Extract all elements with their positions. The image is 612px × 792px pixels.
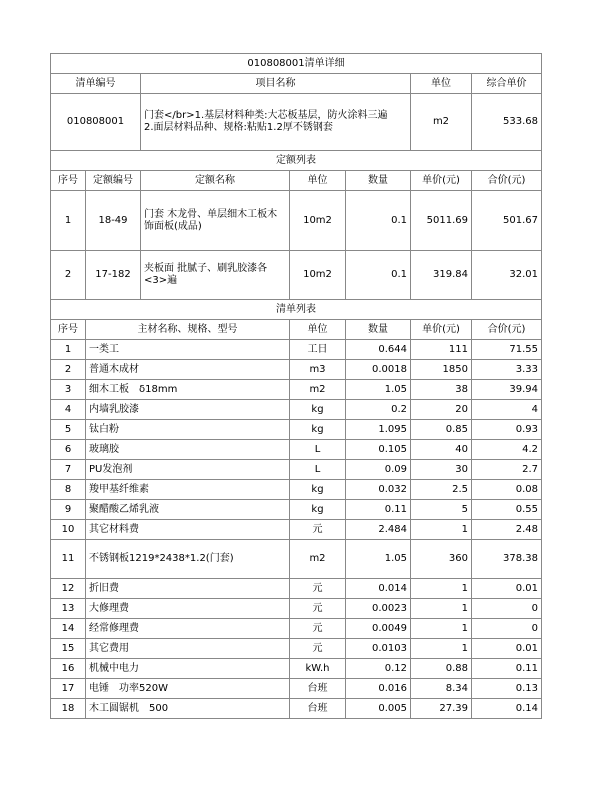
quota-seq: 2 (51, 251, 86, 300)
material-seq: 4 (51, 400, 86, 420)
material-name: 木工圆锯机 500 (86, 699, 290, 719)
material-total: 0.55 (472, 500, 542, 520)
list-item-row (51, 94, 542, 151)
material-header-qty: 数量 (346, 320, 411, 340)
material-unit: kg (290, 400, 346, 420)
material-row (51, 420, 542, 440)
quota-code: 18-49 (86, 191, 141, 251)
list-item-unit: m2 (411, 94, 472, 151)
material-row (51, 699, 542, 719)
material-qty: 2.484 (346, 520, 411, 540)
material-name: 大修理费 (86, 599, 290, 619)
quota-unit: 10m2 (290, 251, 346, 300)
material-seq: 8 (51, 480, 86, 500)
material-total: 378.38 (472, 540, 542, 579)
material-total: 0.93 (472, 420, 542, 440)
material-qty: 1.095 (346, 420, 411, 440)
material-header-total: 合价(元) (472, 320, 542, 340)
material-qty: 0.0049 (346, 619, 411, 639)
material-qty: 0.11 (346, 500, 411, 520)
material-unit: 元 (290, 579, 346, 599)
material-name: 一类工 (86, 340, 290, 360)
material-name: 内墙乳胶漆 (86, 400, 290, 420)
material-unit-price: 1 (411, 520, 472, 540)
material-qty: 0.09 (346, 460, 411, 480)
material-seq: 11 (51, 540, 86, 579)
list-item-code: 010808001 (51, 94, 141, 151)
material-row (51, 679, 542, 699)
material-unit-price: 111 (411, 340, 472, 360)
material-total: 2.48 (472, 520, 542, 540)
material-unit: 工日 (290, 340, 346, 360)
quota-total: 501.67 (472, 191, 542, 251)
material-unit: kW.h (290, 659, 346, 679)
material-unit-price: 30 (411, 460, 472, 480)
quota-header-code: 定额编号 (86, 171, 141, 191)
material-total: 0.01 (472, 639, 542, 659)
material-row (51, 380, 542, 400)
material-qty: 0.032 (346, 480, 411, 500)
material-row (51, 540, 542, 579)
quota-code: 17-182 (86, 251, 141, 300)
header-price: 综合单价 (472, 74, 542, 94)
material-row (51, 520, 542, 540)
material-row (51, 599, 542, 619)
material-name: 普通木成材 (86, 360, 290, 380)
material-unit-price: 27.39 (411, 699, 472, 719)
material-table-body (51, 340, 542, 719)
material-unit: kg (290, 480, 346, 500)
material-unit-price: 0.85 (411, 420, 472, 440)
material-total: 3.33 (472, 360, 542, 380)
material-total: 71.55 (472, 340, 542, 360)
list-item-price: 533.68 (472, 94, 542, 151)
material-seq: 16 (51, 659, 86, 679)
material-unit-price: 8.34 (411, 679, 472, 699)
material-qty: 0.105 (346, 440, 411, 460)
material-row (51, 480, 542, 500)
header-list-code: 清单编号 (51, 74, 141, 94)
material-name: 玻璃胶 (86, 440, 290, 460)
material-seq: 9 (51, 500, 86, 520)
material-total: 0.01 (472, 579, 542, 599)
material-name: 其它材料费 (86, 520, 290, 540)
quota-unit-price: 319.84 (411, 251, 472, 300)
material-unit-price: 1850 (411, 360, 472, 380)
material-total: 0 (472, 619, 542, 639)
material-unit-price: 1 (411, 619, 472, 639)
material-seq: 17 (51, 679, 86, 699)
material-name: 钛白粉 (86, 420, 290, 440)
material-seq: 18 (51, 699, 86, 719)
material-total: 4 (472, 400, 542, 420)
material-header-row (51, 320, 542, 340)
list-item-name (141, 94, 411, 151)
sheet-title: 010808001清单详细 (51, 54, 542, 74)
material-row (51, 340, 542, 360)
material-unit-price: 0.88 (411, 659, 472, 679)
material-unit-price: 2.5 (411, 480, 472, 500)
quota-unit: 10m2 (290, 191, 346, 251)
material-qty: 0.005 (346, 699, 411, 719)
material-row (51, 360, 542, 380)
list-header-row (51, 74, 542, 94)
material-name: 机械中电力 (86, 659, 290, 679)
quota-header-qty: 数量 (346, 171, 411, 191)
material-unit: m2 (290, 380, 346, 400)
material-unit: m3 (290, 360, 346, 380)
title-row (51, 54, 542, 74)
quota-header-seq: 序号 (51, 171, 86, 191)
material-total: 4.2 (472, 440, 542, 460)
material-total: 0.11 (472, 659, 542, 679)
material-unit: L (290, 460, 346, 480)
quota-total: 32.01 (472, 251, 542, 300)
material-qty: 0.12 (346, 659, 411, 679)
material-name: 经常修理费 (86, 619, 290, 639)
material-row (51, 659, 542, 679)
quota-qty: 0.1 (346, 251, 411, 300)
material-row (51, 579, 542, 599)
material-unit-price: 40 (411, 440, 472, 460)
quota-name: 夹板面 批腻子、刷乳胶漆各<3>遍 (141, 251, 290, 300)
material-unit-price: 360 (411, 540, 472, 579)
material-section-title: 清单列表 (51, 300, 542, 320)
material-seq: 6 (51, 440, 86, 460)
material-qty: 0.016 (346, 679, 411, 699)
material-row (51, 619, 542, 639)
material-seq: 3 (51, 380, 86, 400)
material-unit: 台班 (290, 679, 346, 699)
material-qty: 0.0018 (346, 360, 411, 380)
material-qty: 0.0023 (346, 599, 411, 619)
material-row (51, 460, 542, 480)
material-name: 其它费用 (86, 639, 290, 659)
material-unit-price: 1 (411, 639, 472, 659)
material-name: 聚醋酸乙烯乳液 (86, 500, 290, 520)
quota-unit-price: 5011.69 (411, 191, 472, 251)
material-unit: kg (290, 420, 346, 440)
list-item-name-line1: 门套</br>1.基层材料种类:大芯板基层，防火涂料三遍 (144, 110, 388, 121)
material-total: 0.13 (472, 679, 542, 699)
material-header-name: 主材名称、规格、型号 (86, 320, 290, 340)
material-qty: 0.014 (346, 579, 411, 599)
material-seq: 13 (51, 599, 86, 619)
material-seq: 5 (51, 420, 86, 440)
header-item-name: 项目名称 (141, 74, 411, 94)
material-unit: L (290, 440, 346, 460)
material-total: 0.14 (472, 699, 542, 719)
material-seq: 7 (51, 460, 86, 480)
material-qty: 1.05 (346, 540, 411, 579)
quota-header-unit: 单位 (290, 171, 346, 191)
material-qty: 0.0103 (346, 639, 411, 659)
quota-row (51, 251, 542, 300)
material-total: 39.94 (472, 380, 542, 400)
list-item-name-line2: 2.面层材料品种、规格:粘贴1.2厚不锈钢套 (144, 122, 333, 133)
material-name: 不锈钢板1219*2438*1.2(门套) (86, 540, 290, 579)
quota-header-name: 定额名称 (141, 171, 290, 191)
material-header-seq: 序号 (51, 320, 86, 340)
quota-header-row (51, 171, 542, 191)
material-header-unit: 单位 (290, 320, 346, 340)
material-seq: 10 (51, 520, 86, 540)
material-seq: 14 (51, 619, 86, 639)
quota-row (51, 191, 542, 251)
material-header-unit-price: 单价(元) (411, 320, 472, 340)
material-total: 0 (472, 599, 542, 619)
material-seq: 12 (51, 579, 86, 599)
material-unit: kg (290, 500, 346, 520)
material-row (51, 400, 542, 420)
material-unit: 元 (290, 619, 346, 639)
material-seq: 15 (51, 639, 86, 659)
material-name: 羧甲基纤维素 (86, 480, 290, 500)
quota-name: 门套 木龙骨、单层细木工板木饰面板(成品) (141, 191, 290, 251)
material-name: 折旧费 (86, 579, 290, 599)
material-row (51, 639, 542, 659)
header-unit: 单位 (411, 74, 472, 94)
quota-section-row (51, 151, 542, 171)
material-unit: 元 (290, 639, 346, 659)
material-total: 0.08 (472, 480, 542, 500)
material-unit-price: 20 (411, 400, 472, 420)
material-row (51, 500, 542, 520)
material-qty: 0.644 (346, 340, 411, 360)
material-seq: 2 (51, 360, 86, 380)
material-unit-price: 38 (411, 380, 472, 400)
quota-seq: 1 (51, 191, 86, 251)
quota-qty: 0.1 (346, 191, 411, 251)
material-unit: m2 (290, 540, 346, 579)
material-total: 2.7 (472, 460, 542, 480)
material-name: 电锤 功率520W (86, 679, 290, 699)
material-unit-price: 5 (411, 500, 472, 520)
quota-section-title: 定额列表 (51, 151, 542, 171)
material-row (51, 440, 542, 460)
material-unit-price: 1 (411, 599, 472, 619)
material-qty: 1.05 (346, 380, 411, 400)
material-unit: 元 (290, 520, 346, 540)
material-name: PU发泡剂 (86, 460, 290, 480)
material-seq: 1 (51, 340, 86, 360)
material-qty: 0.2 (346, 400, 411, 420)
detail-sheet (50, 53, 542, 719)
material-section-row (51, 300, 542, 320)
material-name: 细木工板 δ18mm (86, 380, 290, 400)
material-unit-price: 1 (411, 579, 472, 599)
quota-header-unit-price: 单价(元) (411, 171, 472, 191)
material-unit: 元 (290, 599, 346, 619)
quota-header-total: 合价(元) (472, 171, 542, 191)
material-unit: 台班 (290, 699, 346, 719)
